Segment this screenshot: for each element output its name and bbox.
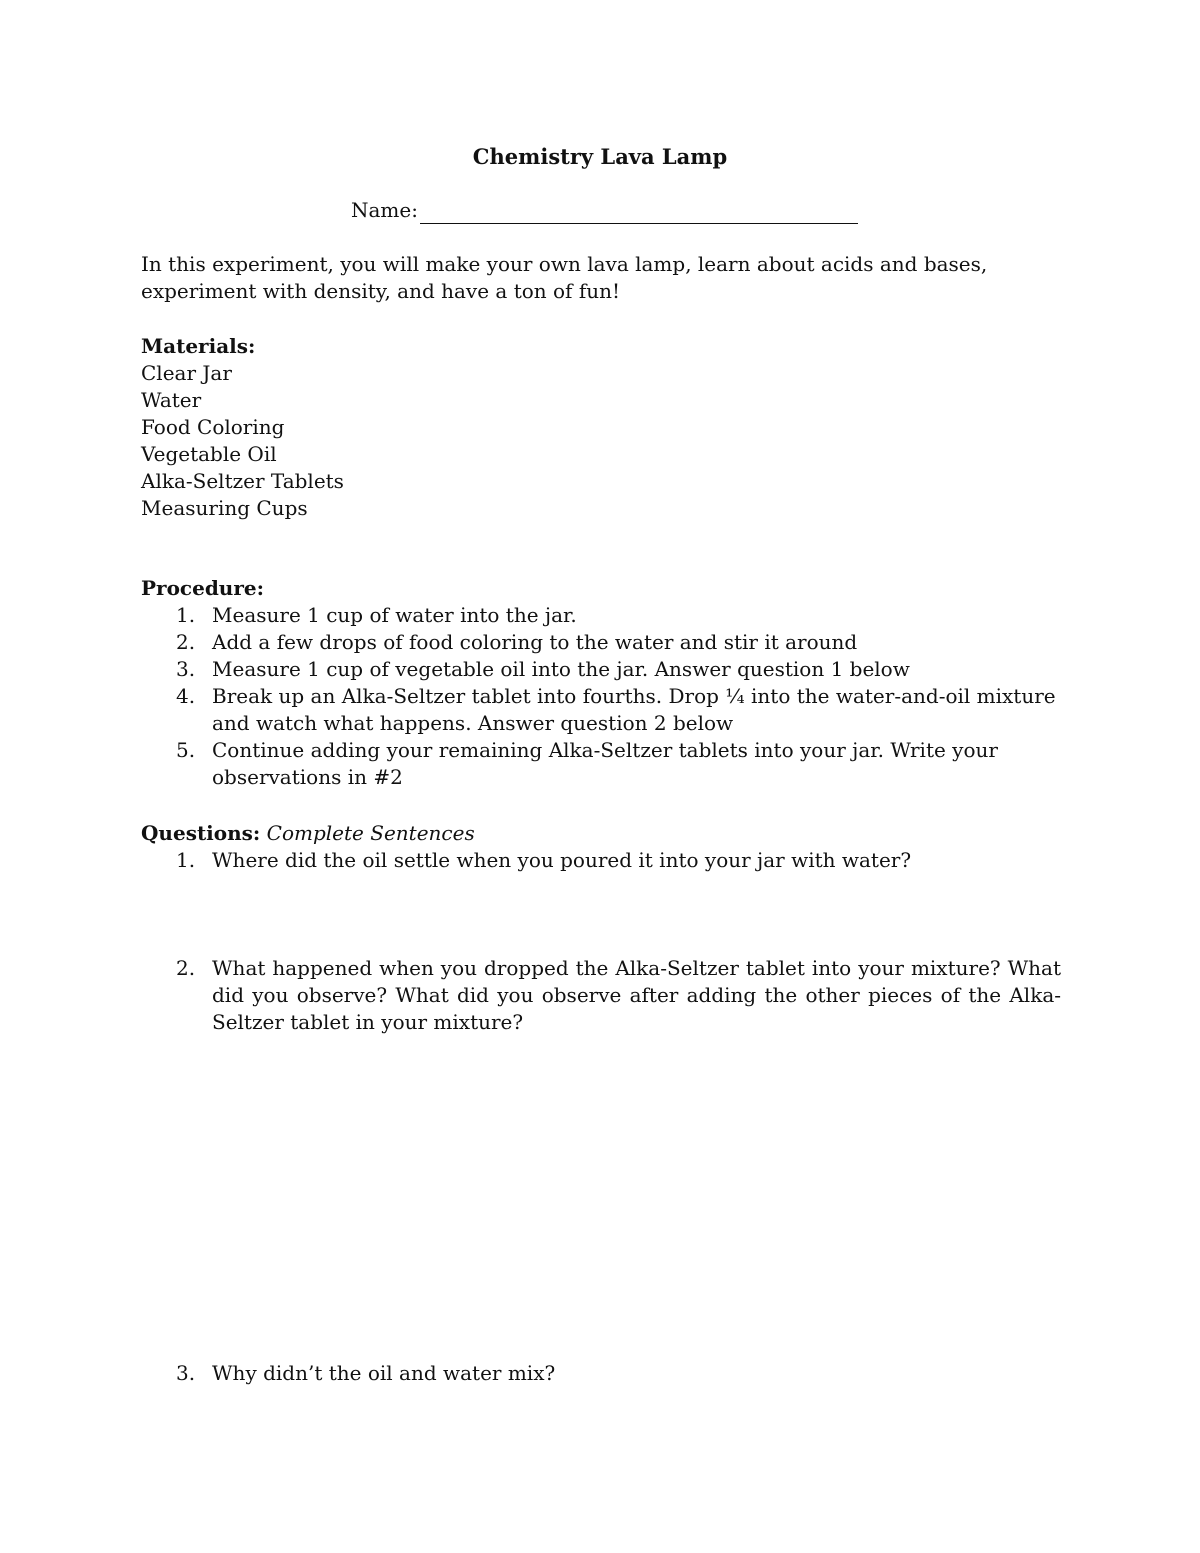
procedure-list (141, 602, 1061, 791)
material-item: Clear Jar (141, 361, 232, 385)
questions-heading: Questions: (141, 821, 261, 845)
step-number: 1. (176, 603, 196, 627)
step-text: Add a few drops of food coloring to the water and stir it around (212, 630, 858, 654)
question-text: Why didn’t the oil and water mix? (212, 1361, 556, 1385)
question-number: 2. (176, 956, 196, 980)
name-field (351, 197, 858, 224)
name-label: Name: (351, 198, 418, 222)
material-item: Water (141, 388, 202, 412)
question-item (141, 955, 1061, 1036)
material-item: Vegetable Oil (141, 442, 277, 466)
procedure-step (141, 629, 1061, 656)
materials-section (141, 333, 1061, 522)
material-item: Alka-Seltzer Tablets (141, 469, 344, 493)
page-title: Chemistry Lava Lamp (472, 144, 728, 169)
intro-paragraph: In this experiment, you will make your own lava lamp, learn about acids and bases, experiment with density, and have a ton of fun! (141, 252, 988, 303)
question-number: 1. (176, 848, 196, 872)
procedure-step (141, 683, 1061, 737)
step-text: Break up an Alka-Seltzer tablet into fourths. Drop ¼ into the water-and-oil mixture and watch what happens. Answer question 2 below (212, 684, 1056, 735)
materials-heading: Materials: (141, 334, 256, 358)
questions-note: Complete Sentences (266, 821, 475, 845)
question-number: 3. (176, 1361, 196, 1385)
step-number: 3. (176, 657, 196, 681)
procedure-step (141, 737, 1061, 791)
step-number: 4. (176, 684, 196, 708)
material-item: Food Coloring (141, 415, 285, 439)
step-number: 2. (176, 630, 196, 654)
procedure-heading: Procedure: (141, 576, 264, 600)
material-item: Measuring Cups (141, 496, 308, 520)
questions-heading-row (141, 820, 1061, 847)
step-number: 5. (176, 738, 196, 762)
procedure-step (141, 602, 1061, 629)
step-text: Continue adding your remaining Alka-Seltzer tablets into your jar. Write your observations in #2 (212, 738, 998, 789)
procedure-step (141, 656, 1061, 683)
question-text: What happened when you dropped the Alka-Seltzer tablet into your mixture? What did you observe? What did you observe after adding the other pieces of the Alka-Seltzer tablet in your mixture? (212, 956, 1061, 1034)
name-blank-line[interactable] (420, 203, 858, 224)
step-text: Measure 1 cup of water into the jar. (212, 603, 577, 627)
question-item (141, 847, 1061, 874)
step-text: Measure 1 cup of vegetable oil into the jar. Answer question 1 below (212, 657, 910, 681)
question-item (141, 1360, 1061, 1387)
procedure-section (141, 575, 1061, 791)
question-text: Where did the oil settle when you poured it into your jar with water? (212, 848, 912, 872)
